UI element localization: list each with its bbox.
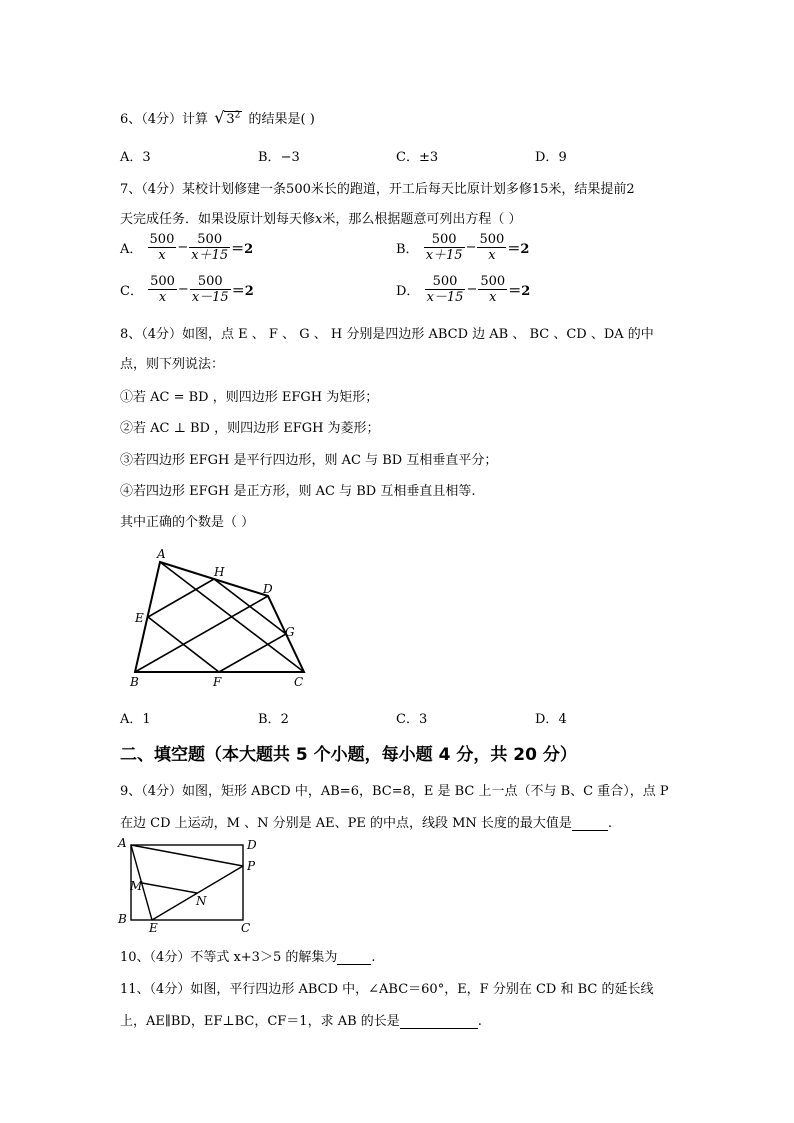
q6-stem-a: 6、（4分）计算 (120, 112, 209, 127)
diag-bd (135, 596, 268, 672)
label-b: B (118, 912, 127, 926)
numerator: 500 (480, 274, 506, 289)
denominator: x＋15 (425, 248, 463, 263)
label-h: H (214, 565, 225, 579)
period: . (371, 950, 376, 965)
minus-sign: − (465, 240, 477, 255)
rhs: ＝2 (507, 242, 530, 257)
rhs: ＝2 (508, 284, 531, 299)
q6-option-b[interactable] (258, 146, 300, 165)
denominator: x (158, 290, 167, 305)
q9-line1: 9、（4分）如图，矩形 ABCD 中，AB=6，BC=8，E 是 BC 上一点（不与 B、C 重合），点 P (120, 784, 669, 799)
denominator: x (489, 290, 497, 305)
q8-line2: 点，则下列说法： (120, 357, 225, 372)
label-d: D (263, 582, 273, 596)
answer-blank[interactable] (572, 818, 608, 831)
label-a: A (157, 547, 166, 561)
rhs: ＝2 (231, 284, 254, 299)
q10-line (120, 946, 376, 965)
q7-line2-a: 天完成任务．如果设原计划每天修 (120, 212, 316, 227)
q8-option-d[interactable] (535, 708, 567, 727)
q8-statement-2: ②若 AC ⊥ BD ，则四边形 EFGH 为菱形； (120, 421, 380, 436)
label-n: N (196, 894, 207, 908)
option-value: 3 (418, 712, 428, 727)
q11-line2-text: 上，AE∥BD，EF⊥BC，CF＝1，求 AB 的长是 (120, 1014, 400, 1029)
option-label: D． (396, 284, 420, 299)
label-m: M (130, 879, 143, 893)
denominator: x＋15 (191, 248, 229, 263)
numerator: 500 (150, 274, 175, 289)
option-value: 4 (558, 712, 567, 727)
label-f: F (213, 675, 222, 689)
numerator: 500 (479, 232, 505, 247)
denominator: x－15 (426, 290, 464, 305)
label-b: B (130, 675, 139, 689)
q9-rectangle-figure (114, 835, 264, 935)
label-e: E (135, 611, 144, 625)
option-label: B． (396, 242, 419, 257)
option-label: B． (258, 712, 281, 727)
option-label: D． (535, 150, 559, 165)
seg-pe (152, 866, 243, 920)
q8-statement-3: ③若四边形 EFGH 是平行四边形，则 AC 与 BD 互相垂直平分； (120, 453, 498, 468)
option-label: B． (258, 150, 281, 165)
fraction (148, 232, 177, 263)
label-c: C (294, 675, 304, 689)
q9-line2 (120, 812, 612, 831)
option-label: A． (120, 242, 143, 257)
section-2-title: 二、填空题（本大题共 5 个小题，每小题 4 分，共 20 分） (120, 745, 577, 765)
label-c: C (241, 921, 251, 935)
q7-line1: 7、（4分）某校计划修建一条500米长的跑道，开工后每天比原计划多修15米，结果提前2 (120, 182, 635, 197)
q11-line2 (120, 1010, 482, 1029)
numerator: 500 (149, 232, 175, 247)
option-label: C． (120, 284, 143, 299)
q7-option-c[interactable] (120, 274, 254, 305)
label-a: A (118, 836, 127, 850)
numerator: 500 (189, 232, 230, 248)
q8-quadrilateral-figure (120, 545, 320, 690)
q9-line2-text: 在边 CD 上运动，M 、N 分别是 AE、PE 的中点，线段 MN 长度的最大值是 (120, 816, 572, 831)
q8-line1: 8、（4分）如图，点 E 、 F 、 G 、 H 分别是四边形 ABCD 边 AB 、 BC 、CD 、DA 的中 (120, 327, 654, 342)
q6-stem-b: 的结果是( ) (248, 112, 315, 127)
fraction (477, 232, 506, 263)
fraction (425, 274, 466, 305)
fraction (148, 274, 177, 305)
option-value: −3 (280, 150, 300, 165)
sqrt-expression: √ $3^2$ (214, 108, 241, 127)
option-label: C． (396, 712, 419, 727)
minus-sign: − (466, 282, 478, 297)
q7-option-a[interactable] (120, 232, 253, 263)
numerator: 500 (425, 274, 466, 290)
option-label: C． (396, 150, 419, 165)
q7-option-b[interactable] (396, 232, 529, 263)
answer-blank[interactable] (400, 1016, 478, 1029)
seg-ap (131, 845, 243, 866)
fraction (189, 232, 230, 263)
option-value: ±3 (418, 150, 439, 165)
rhs: ＝2 (231, 242, 254, 257)
q6-option-d[interactable] (535, 146, 567, 165)
rect-abcd (131, 845, 243, 920)
fraction (478, 274, 507, 305)
period: . (477, 1014, 482, 1029)
option-label: A． (120, 712, 143, 727)
option-value: 9 (558, 150, 567, 165)
numerator: 500 (424, 232, 465, 248)
period: . (607, 816, 613, 831)
q11-line1: 11、（4分）如图，平行四边形 ABCD 中，∠ABC＝60°，E，F 分别在 CD 和 BC 的延长线 (120, 982, 654, 997)
q7-line2-b: 米，那么根据题意可列出方程（ ） (322, 212, 522, 227)
q7-variable: x (315, 212, 323, 227)
radicand: 3 (226, 112, 235, 127)
label-p: P (247, 859, 256, 873)
q6-option-a[interactable] (120, 146, 151, 165)
fraction (424, 232, 465, 263)
label-g: G (285, 625, 295, 639)
q8-ask: 其中正确的个数是（ ） (120, 515, 255, 530)
q7-option-d[interactable] (396, 274, 530, 305)
q6-option-c[interactable] (396, 146, 438, 165)
exponent: 2 (234, 110, 241, 121)
fraction (190, 274, 231, 305)
option-value: 3 (142, 150, 151, 165)
denominator: x (488, 248, 496, 263)
numerator: 500 (190, 274, 231, 290)
q7-line2 (120, 208, 522, 227)
label-e: E (149, 921, 158, 935)
option-value: 1 (142, 712, 151, 727)
q8-statement-4: ④若四边形 EFGH 是正方形，则 AC 与 BD 互相垂直且相等. (120, 484, 476, 499)
q8-option-c[interactable] (396, 708, 427, 727)
denominator: x－15 (191, 290, 229, 305)
label-d: D (247, 838, 257, 852)
q8-statement-1: ①若 AC = BD ，则四边形 EFGH 为矩形； (120, 390, 379, 405)
seg-mn (142, 883, 197, 893)
q8-option-a[interactable] (120, 708, 151, 727)
q10-text: 10、（4分）不等式 x+3＞5 的解集为 (120, 950, 338, 965)
option-label: A． (120, 150, 143, 165)
answer-blank[interactable] (337, 952, 371, 965)
denominator: x (158, 248, 166, 263)
minus-sign: − (177, 282, 189, 297)
option-value: 2 (280, 712, 289, 727)
q8-option-b[interactable] (258, 708, 289, 727)
option-label: D． (535, 712, 559, 727)
minus-sign: − (177, 240, 189, 255)
q6-stem (120, 108, 315, 127)
